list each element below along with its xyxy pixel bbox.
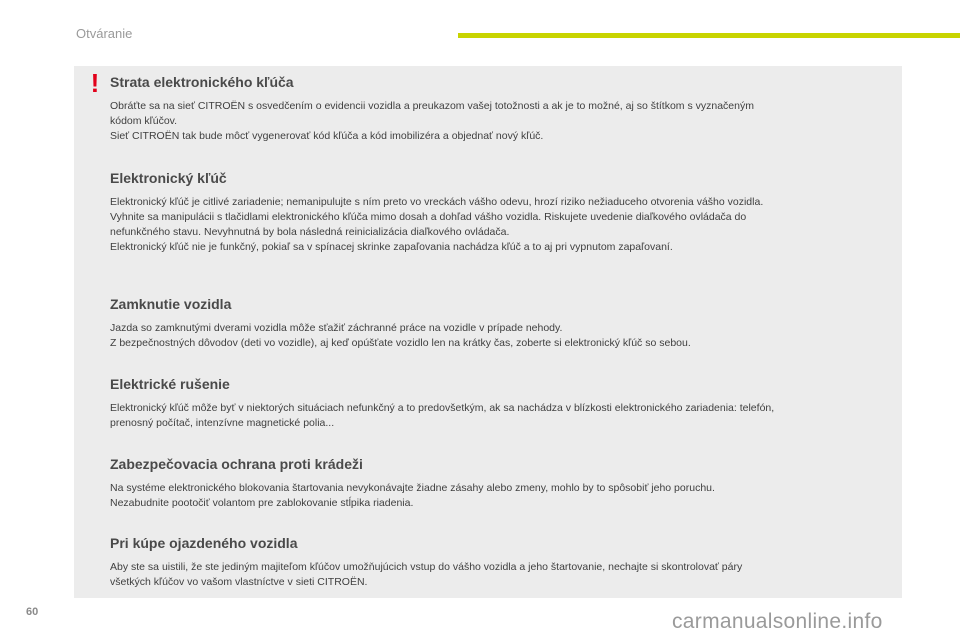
section-text [110, 321, 890, 351]
warning-icon: ! [90, 68, 100, 98]
section-title: Otváranie [76, 26, 133, 41]
text-line: Vyhnite sa manipulácii s tlačidlami elektronického kľúča mimo dosah a dohľad vášho vozidla. Riskujete uvedenie diaľkového ovládača do [110, 211, 747, 223]
section-anti-theft [110, 455, 890, 511]
section-lost-key [110, 73, 890, 144]
text-line: Na systéme elektronického blokovania štartovania nevykonávajte žiadne zásahy alebo zmeny, mohlo by to spôsobiť jeho poruchu. [110, 482, 715, 494]
section-text [110, 195, 890, 255]
section-text [110, 401, 890, 431]
text-line: Elektronický kľúč nie je funkčný, pokiaľ sa v spínacej skrinke zapaľovania nachádza kľúč a to aj pri vypnutom zapaľovaní. [110, 241, 673, 253]
page-number: 60 [26, 606, 39, 618]
watermark: carmanualsonline.info [672, 610, 883, 633]
text-line: nefunkčného stavu. Nevyhnutná by bola následná reinicializácia diaľkového ovládača. [110, 226, 510, 238]
text-line: Elektronický kľúč môže byť v niektorých situáciach nefunkčný a to predovšetkým, ak sa nachádza v blízkosti elektronického zariadenia: telefón, [110, 402, 775, 414]
text-line: Elektronický kľúč je citlivé zariadenie; nemanipulujte s ním preto vo vreckách vášho odevu, hrozí riziko nežiaduceho otvorenia vášho vozidla. [110, 196, 764, 208]
section-electrical-interference [110, 375, 890, 431]
section-electronic-key [110, 169, 890, 255]
section-text [110, 560, 890, 590]
section-text [110, 99, 890, 144]
section-heading: Strata elektronického kľúča [110, 74, 294, 90]
text-line: všetkých kľúčov vo vašom vlastníctve v sieti CITROËN. [110, 576, 368, 588]
section-heading: Pri kúpe ojazdeného vozidla [110, 535, 298, 551]
text-line: Aby ste sa uistili, že ste jediným majiteľom kľúčov umožňujúcich vstup do vášho vozidla a jeho štartovanie, nechajte si skontrolovať páry [110, 561, 743, 573]
section-used-vehicle [110, 534, 890, 590]
section-heading: Zabezpečovacia ochrana proti krádeži [110, 456, 363, 472]
text-line: Z bezpečnostných dôvodov (deti vo vozidle), aj keď opúšťate vozidlo len na krátky čas, zoberte si elektronický kľúč so sebou. [110, 337, 691, 349]
text-line: Sieť CITROËN tak bude môcť vygenerovať kód kľúča a kód imobilizéra a objednať nový kľúč. [110, 130, 544, 142]
text-line: prenosný počítač, intenzívne magnetické polia... [110, 417, 335, 429]
section-heading: Zamknutie vozidla [110, 296, 232, 312]
text-line: kódom kľúčov. [110, 115, 178, 127]
section-text [110, 481, 890, 511]
section-heading: Elektronický kľúč [110, 170, 227, 186]
section-heading: Elektrické rušenie [110, 376, 230, 392]
header-accent-bar [458, 33, 960, 38]
text-line: Nezabudnite pootočiť volantom pre zablokovanie stĺpika riadenia. [110, 497, 414, 509]
section-vehicle-locking [110, 295, 890, 351]
text-line: Obráťte sa na sieť CITROËN s osvedčením o evidencii vozidla a preukazom vašej totožnosti a ak je to možné, aj so štítkom s vyznačeným [110, 100, 754, 112]
text-line: Jazda so zamknutými dverami vozidla môže sťažiť záchranné práce na vozidle v prípade nehody. [110, 322, 563, 334]
